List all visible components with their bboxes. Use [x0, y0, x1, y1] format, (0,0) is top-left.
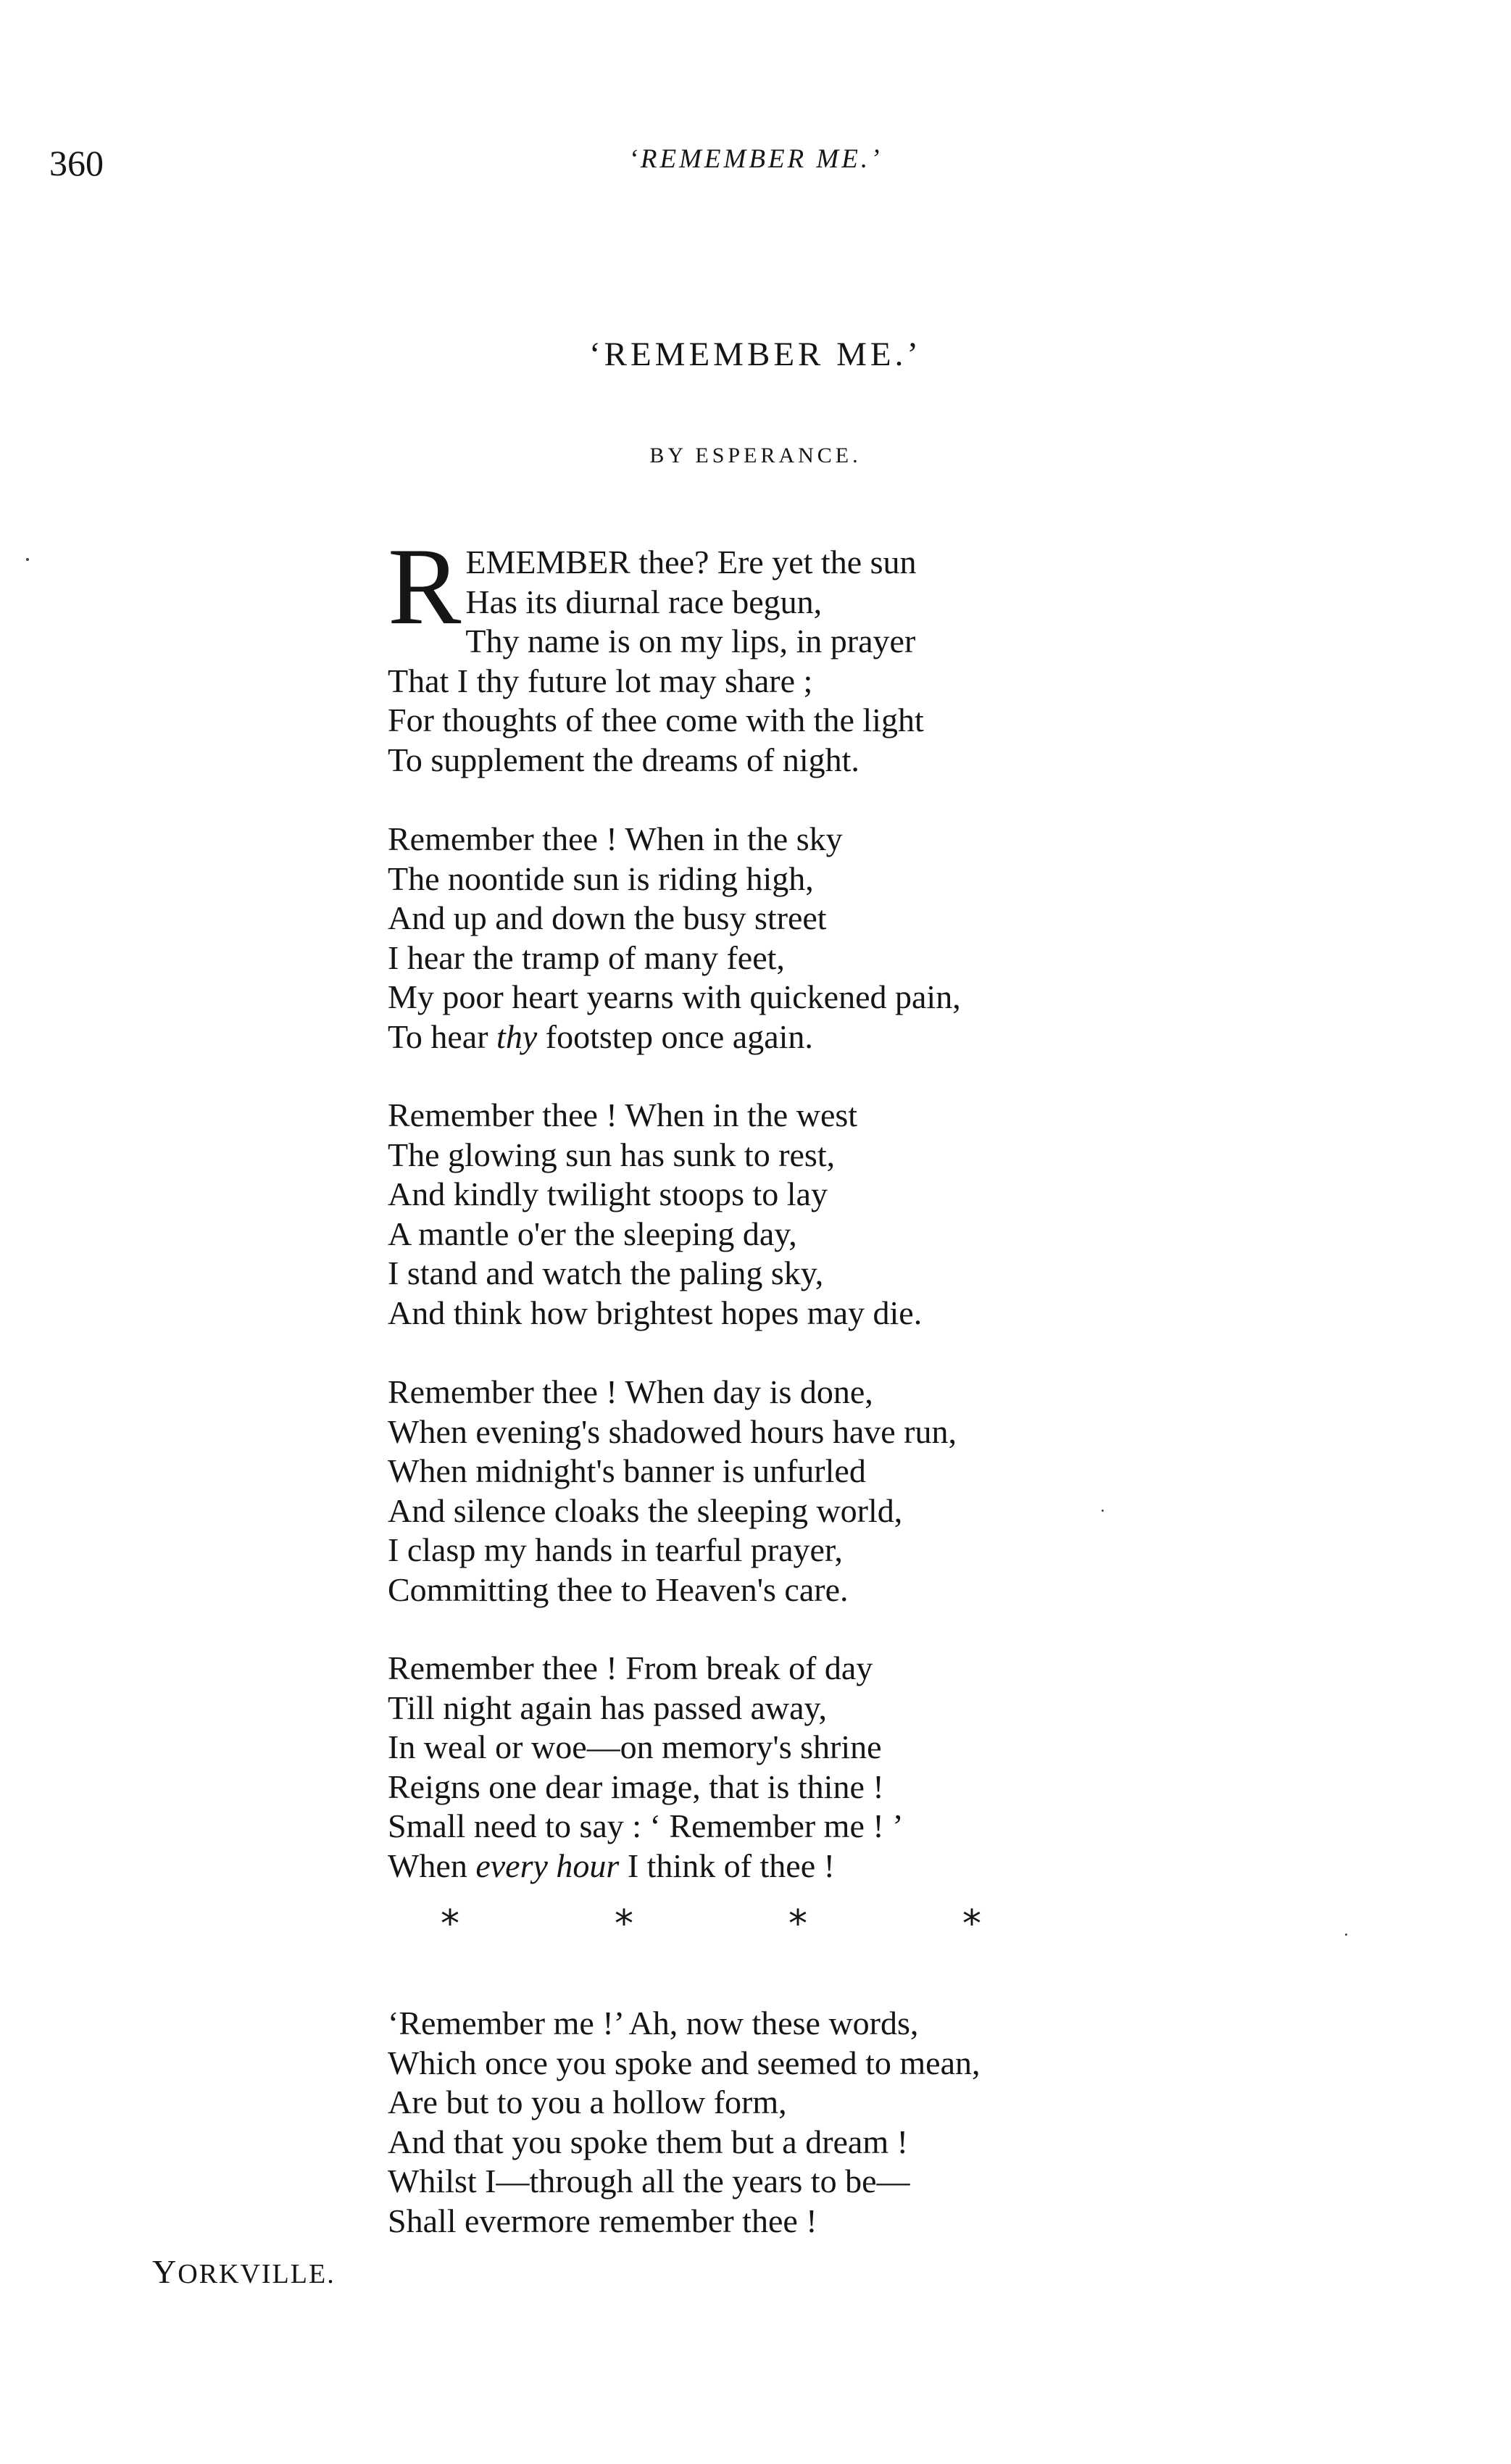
- poem-line: When evening's shadowed hours have run,: [388, 1412, 957, 1450]
- poem-line: [388, 1847, 904, 1886]
- poem-line: And kindly twilight stoops to lay: [388, 1175, 828, 1212]
- line-segment: When: [388, 1847, 476, 1884]
- emphasis: every hour: [475, 1847, 620, 1884]
- place-signature: [152, 2252, 336, 2291]
- poem-line: When midnight's banner is unfurled: [388, 1452, 866, 1489]
- line-segment: To hear: [388, 1017, 497, 1055]
- place-rest: ORKVILLE.: [178, 2259, 336, 2289]
- poem-line: Thy name is on my lips, in prayer: [465, 623, 916, 659]
- asterisk: *: [615, 1902, 633, 1946]
- poem-title: ‘REMEMBER ME.’: [588, 336, 923, 373]
- poem-line: [388, 1017, 961, 1057]
- poem-line: And think how brightest hopes may die.: [388, 1294, 923, 1331]
- poem-line: To supplement the dreams of night.: [388, 741, 859, 778]
- poem-line: The noontide sun is riding high,: [388, 860, 814, 897]
- running-head: ‘REMEMBER ME.’: [628, 144, 883, 174]
- stanza-3: [388, 1096, 922, 1333]
- poem-line: The glowing sun has sunk to rest,: [388, 1136, 836, 1173]
- poem-line: Shall evermore remember thee !: [388, 2202, 817, 2239]
- poem-line: Reigns one dear image, that is thine !: [388, 1768, 884, 1805]
- section-break-ornament: [0, 1902, 1511, 1946]
- asterisk: *: [962, 1902, 981, 1946]
- asterisk: *: [441, 1902, 459, 1946]
- print-speck: [1102, 1510, 1104, 1512]
- poem-line: I hear the tramp of many feet,: [388, 938, 785, 976]
- emphasis: thy: [496, 1017, 538, 1055]
- poem-line: Whilst I—through all the years to be—: [388, 2163, 910, 2199]
- byline: BY ESPERANCE.: [649, 444, 862, 467]
- poem-line: Which once you spoke and seemed to mean,: [388, 2044, 981, 2081]
- stanza-2: [388, 820, 961, 1057]
- poem-line: Remember thee ! When in the sky: [388, 820, 843, 857]
- stanza-6: [388, 2004, 981, 2241]
- print-speck: [1345, 1934, 1347, 1936]
- poem-line: Remember thee ! From break of day: [388, 1649, 873, 1686]
- poem-line: Has its diurnal race begun,: [465, 583, 823, 620]
- poem-line: That I thy future lot may share ;: [388, 662, 813, 699]
- stanza-5: [388, 1649, 904, 1886]
- poem-line: And up and down the busy street: [388, 899, 827, 936]
- poem-line: Till night again has passed away,: [388, 1689, 828, 1726]
- poem-line: Remember thee ! When in the west: [388, 1096, 858, 1133]
- poem-line: ‘Remember me !’ Ah, now these words,: [388, 2005, 919, 2041]
- poem-line: In weal or woe—on memory's shrine: [388, 1728, 882, 1765]
- poem-line: EMEMBER thee? Ere yet the sun: [465, 544, 917, 580]
- line-segment: I think of thee !: [619, 1847, 835, 1884]
- print-speck: [26, 558, 29, 561]
- poem-line: Small need to say : ‘ Remember me ! ’: [388, 1807, 904, 1844]
- drop-cap: R: [388, 525, 462, 647]
- place-initial: Y: [152, 2253, 178, 2290]
- asterisk: *: [788, 1902, 807, 1946]
- stanza-1: [388, 525, 924, 780]
- poem-line: A mantle o'er the sleeping day,: [388, 1215, 797, 1252]
- poem-line: Are but to you a hollow form,: [388, 2084, 787, 2120]
- stanza-4: [388, 1373, 957, 1610]
- poem-line: And silence cloaks the sleeping world,: [388, 1491, 903, 1529]
- poem-line: My poor heart yearns with quickened pain,: [388, 978, 961, 1015]
- poem-line: I clasp my hands in tearful prayer,: [388, 1531, 843, 1568]
- poem-line: And that you spoke them but a dream !: [388, 2123, 908, 2160]
- poem-line: Remember thee ! When day is done,: [388, 1373, 873, 1410]
- page-number: 360: [49, 143, 104, 183]
- poem-line: For thoughts of thee come with the light: [388, 702, 924, 738]
- line-segment: footstep once again.: [537, 1017, 813, 1055]
- poem-line: I stand and watch the paling sky,: [388, 1254, 824, 1291]
- poem-line: Committing thee to Heaven's care.: [388, 1570, 849, 1608]
